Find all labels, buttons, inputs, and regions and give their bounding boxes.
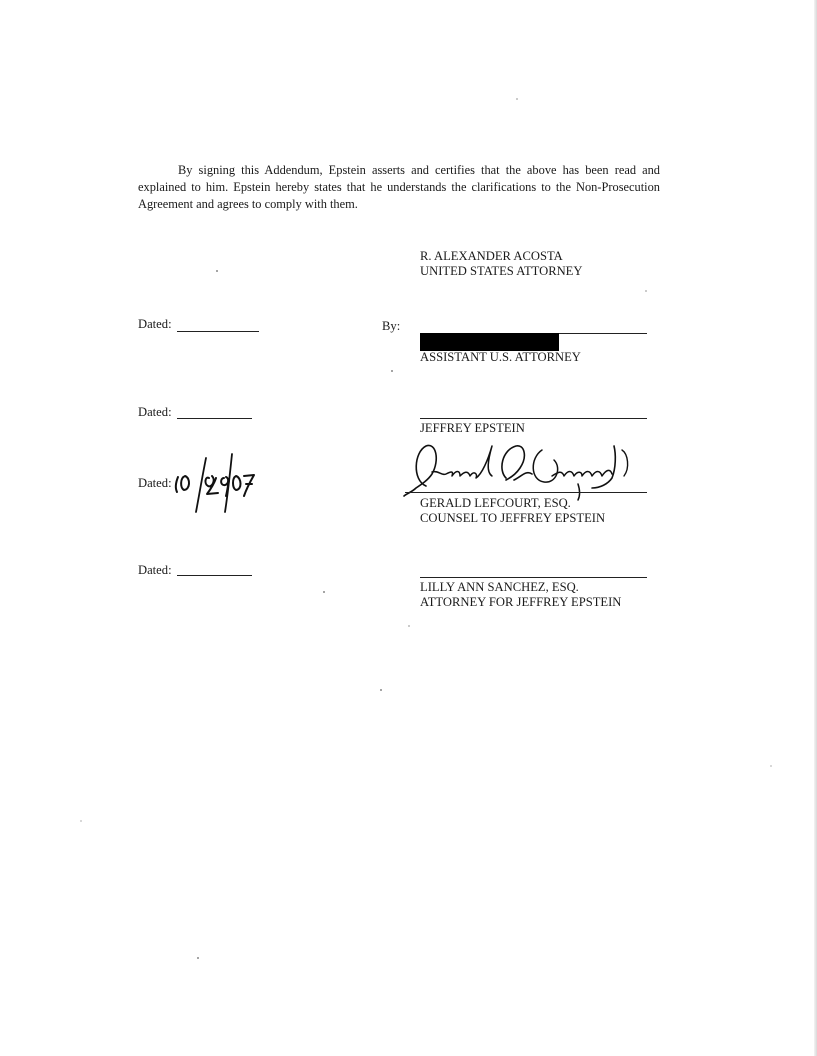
- scan-speck: [408, 625, 410, 627]
- scan-speck: [80, 820, 82, 822]
- dated-label-3: Dated:: [138, 476, 172, 490]
- scan-speck: [380, 689, 382, 691]
- signer-title-4: LILLY ANN SANCHEZ, ESQ.: [420, 580, 579, 594]
- scan-speck: [323, 591, 325, 593]
- dated-label-2: Dated:: [138, 405, 172, 419]
- signer-title-3: GERALD LEFCOURT, ESQ.: [420, 496, 571, 510]
- certification-paragraph: By signing this Addendum, Epstein asserts and certifies that the above has been read and explained to him. Epstein hereby states that he understands the clarifications to the Non-Prosecution Agreement and agrees to comply with them.: [138, 163, 660, 211]
- by-label: By:: [382, 319, 401, 333]
- scan-speck: [770, 765, 772, 767]
- handwritten-date: [172, 448, 262, 518]
- date-line-4: [177, 575, 252, 576]
- us-attorney-title: UNITED STATES ATTORNEY: [420, 264, 583, 278]
- scan-speck: [516, 98, 518, 100]
- scan-speck: [645, 290, 647, 292]
- gerald-lefcourt-signature: [402, 440, 652, 500]
- signer-title-2: JEFFREY EPSTEIN: [420, 421, 525, 435]
- redaction-block: [420, 333, 559, 351]
- dated-label-1: Dated:: [138, 317, 172, 331]
- scan-speck: [197, 957, 199, 959]
- signer-title-1: ASSISTANT U.S. ATTORNEY: [420, 350, 581, 364]
- date-line-2: [177, 418, 252, 419]
- scan-speck: [216, 270, 218, 272]
- dated-label-4: Dated:: [138, 563, 172, 577]
- signature-line-2: [420, 418, 647, 419]
- signer-subtitle-3: COUNSEL TO JEFFREY EPSTEIN: [420, 511, 606, 525]
- signature-line-3: [405, 492, 647, 493]
- scan-speck: [391, 370, 393, 372]
- date-line-1: [177, 331, 259, 332]
- signer-subtitle-4: ATTORNEY FOR JEFFREY EPSTEIN: [420, 595, 622, 609]
- us-attorney-name: R. ALEXANDER ACOSTA: [420, 249, 563, 263]
- signature-line-4: [420, 577, 647, 578]
